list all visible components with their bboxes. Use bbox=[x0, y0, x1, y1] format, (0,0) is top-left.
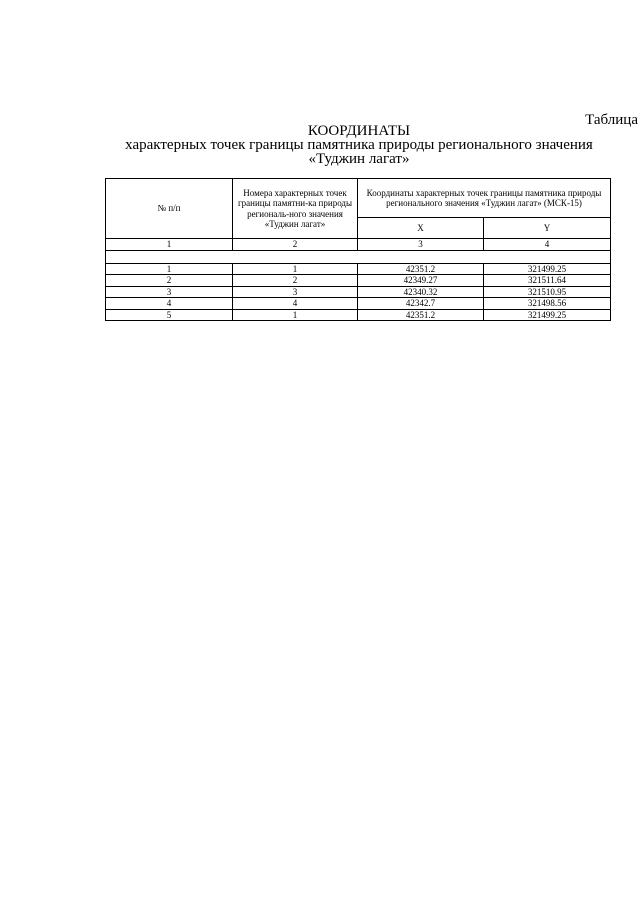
header-number: № п/п bbox=[106, 179, 233, 239]
table-row bbox=[106, 275, 611, 287]
cell-number: 1 bbox=[106, 263, 233, 275]
blank-row bbox=[106, 250, 611, 263]
title-line-3: «Туджин лагат» bbox=[308, 151, 410, 167]
cell-y: 321498.56 bbox=[484, 298, 611, 310]
cell-number: 2 bbox=[106, 275, 233, 287]
cell-point: 1 bbox=[233, 309, 358, 321]
cell-number: 3 bbox=[106, 286, 233, 298]
cell-y: 321499.25 bbox=[484, 309, 611, 321]
cell-x: 42342.7 bbox=[358, 298, 484, 310]
table-row bbox=[106, 298, 611, 310]
cell-point: 1 bbox=[233, 263, 358, 275]
cell-x: 42349.27 bbox=[358, 275, 484, 287]
table-row bbox=[106, 286, 611, 298]
document-title bbox=[100, 124, 618, 166]
column-number-row bbox=[106, 239, 611, 251]
column-number: 3 bbox=[358, 239, 484, 251]
cell-number: 4 bbox=[106, 298, 233, 310]
table-caption: Таблица bbox=[585, 112, 638, 128]
coordinates-table bbox=[105, 178, 611, 321]
cell-point: 4 bbox=[233, 298, 358, 310]
header-x: X bbox=[358, 218, 484, 239]
table-row bbox=[106, 309, 611, 321]
cell-x: 42340.32 bbox=[358, 286, 484, 298]
blank-cell bbox=[106, 250, 611, 263]
header-points: Номера характерных точек границы памятни-ка природы региональ-ного значения «Туджин лагат» bbox=[233, 179, 358, 239]
header-coordinates: Координаты характерных точек границы памятника природы регионального значения «Туджин лагат» (МСК-15) bbox=[358, 179, 611, 218]
cell-x: 42351.2 bbox=[358, 309, 484, 321]
cell-number: 5 bbox=[106, 309, 233, 321]
cell-point: 2 bbox=[233, 275, 358, 287]
header-y: Y bbox=[484, 218, 611, 239]
cell-x: 42351.2 bbox=[358, 263, 484, 275]
column-number: 1 bbox=[106, 239, 233, 251]
title-line-2: характерных точек границы памятника природы регионального значения bbox=[125, 137, 593, 153]
column-number: 2 bbox=[233, 239, 358, 251]
cell-y: 321499.25 bbox=[484, 263, 611, 275]
title-line-1: КООРДИНАТЫ bbox=[307, 123, 411, 139]
column-number: 4 bbox=[484, 239, 611, 251]
cell-y: 321510.95 bbox=[484, 286, 611, 298]
cell-point: 3 bbox=[233, 286, 358, 298]
cell-y: 321511.64 bbox=[484, 275, 611, 287]
table-row bbox=[106, 263, 611, 275]
